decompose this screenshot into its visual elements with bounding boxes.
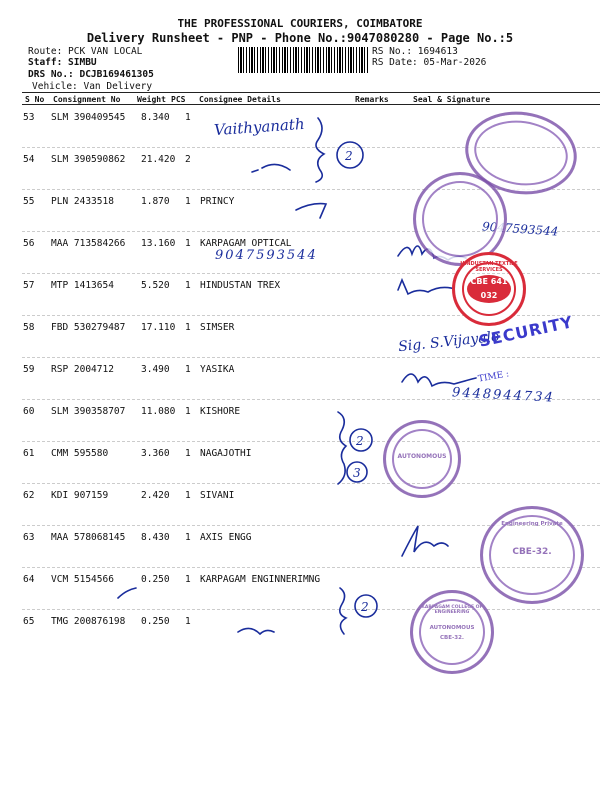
row-pcs: 1 — [185, 112, 191, 123]
row-sno: 62 — [23, 490, 35, 501]
handwritten-phone: 9047593544 — [215, 248, 318, 263]
stamp-cbe-code-2: CBE-32. — [439, 635, 464, 641]
rs-date: RS Date: 05-Mar-2026 — [372, 57, 487, 68]
row-consignee: AXIS ENGG — [200, 532, 252, 543]
handwritten-phone-2: 9047593544 — [481, 219, 559, 239]
engineering-private-stamp — [480, 506, 584, 604]
col-weight: Weight — [137, 95, 166, 104]
row-sno: 55 — [23, 196, 35, 207]
stamp-autonomous-label: AUTONOMOUS — [397, 453, 447, 460]
row-pcs: 1 — [185, 448, 191, 459]
brace-stroke-61 — [338, 412, 346, 484]
col-consignment: Consignment No — [53, 95, 121, 104]
row-weight: 0.250 — [141, 574, 170, 585]
row-sno: 61 — [23, 448, 35, 459]
time-stamp-label: TIME : — [477, 369, 510, 385]
row-weight: 21.420 — [141, 154, 176, 165]
signature-59 — [402, 374, 476, 386]
drs-number: DRS No.: DCJB169461305 — [28, 69, 154, 80]
row-consignment: MTP 1413654 — [51, 280, 114, 291]
row-consignee: NAGAJOTHI — [200, 448, 252, 459]
row-pcs: 1 — [185, 406, 191, 417]
row-pcs: 1 — [185, 322, 191, 333]
svg-text:2: 2 — [361, 600, 369, 614]
stamp-college-name: KARPAGAM COLLEGE OF ENGINEERING — [421, 605, 483, 615]
karpagam-college-stamp — [410, 590, 494, 674]
row-consignee: SIVANI — [200, 490, 235, 501]
row-consignee: PRINCY — [200, 196, 235, 207]
row-consignee: YASIKA — [200, 364, 235, 375]
rs-number: RS No.: 1694613 — [372, 46, 458, 57]
hindustan-textile-stamp — [452, 252, 526, 326]
autonomous-seal-stamp — [383, 420, 461, 498]
row-sno: 58 — [23, 322, 35, 333]
runsheet-title: Delivery Runsheet - PNP - Phone No.:9047080280 - Page No.:5 — [86, 31, 514, 45]
signature-63 — [402, 526, 448, 556]
svg-text:3: 3 — [353, 466, 361, 480]
row-consignee: KARPAGAM OPTICAL — [200, 238, 292, 249]
dash-signature — [252, 164, 290, 172]
col-consignee: Consignee Details — [199, 95, 281, 104]
row-sno: 63 — [23, 532, 35, 543]
row-pcs: 1 — [185, 196, 191, 207]
handwritten-phone-3: 9448944734 — [451, 385, 556, 406]
security-stamp: SECURITY — [477, 312, 575, 351]
row-consignment: SLM 390409545 — [51, 112, 126, 123]
row-weight: 2.420 — [141, 490, 170, 501]
staff-field: Staff: SIMBU — [28, 57, 97, 68]
row-pcs: 1 — [185, 532, 191, 543]
row-sno: 64 — [23, 574, 35, 585]
col-pcs: PCS — [171, 95, 186, 104]
row-consignment: VCM 5154566 — [51, 574, 114, 585]
stamp-engineering-label: Engineering Private — [501, 521, 563, 527]
row-weight: 17.110 — [141, 322, 176, 333]
row-pcs: 1 — [185, 280, 191, 291]
row-sno: 59 — [23, 364, 35, 375]
row-weight: 5.520 — [141, 280, 170, 291]
col-seal-signature: Seal & Signature — [413, 95, 491, 104]
row-weight: 8.340 — [141, 112, 170, 123]
row-pcs: 1 — [185, 364, 191, 375]
row-weight: 3.360 — [141, 448, 170, 459]
row-consignee: SIMSER — [200, 322, 235, 333]
row-consignment: PLN 2433518 — [51, 196, 114, 207]
stamp-cbe-code: CBE-32. — [512, 547, 552, 557]
row-sno: 57 — [23, 280, 35, 291]
row-weight: 11.080 — [141, 406, 176, 417]
stamp-center-code: CBE 641 032 — [467, 275, 511, 303]
brace-stroke — [316, 118, 324, 182]
company-name: THE PROFESSIONAL COURIERS, COIMBATORE — [177, 17, 423, 30]
vehicle-field: Vehicle: Van Delivery — [32, 81, 153, 92]
signature-57 — [398, 280, 458, 294]
route-field: Route: PCK VAN LOCAL — [28, 46, 143, 57]
svg-text:2: 2 — [345, 149, 353, 163]
row-consignment: SLM 390358707 — [51, 406, 126, 417]
svg-text:2: 2 — [356, 434, 364, 448]
row-consignment: RSP 2004712 — [51, 364, 114, 375]
row-pcs: 2 — [185, 154, 191, 165]
signature-65 — [118, 588, 274, 634]
row-sno: 53 — [23, 112, 35, 123]
row-consignee: HINDUSTAN TREX — [200, 280, 281, 291]
row-consignment: TMG 200876198 — [51, 616, 126, 627]
row-sno: 60 — [23, 406, 35, 417]
col-remarks: Remarks — [355, 95, 389, 104]
stamp-autonomous-2: AUTONOMOUS — [429, 625, 475, 631]
row-sno: 56 — [23, 238, 35, 249]
row-weight: 3.490 — [141, 364, 170, 375]
row-consignment: CMM 595580 — [51, 448, 109, 459]
row-consignment: KDI 907159 — [51, 490, 109, 501]
row-pcs: 1 — [185, 616, 191, 627]
row-pcs: 1 — [185, 574, 191, 585]
handwritten-signature-name: Sig. S.Vijayalo — [397, 328, 501, 356]
row-consignee: KARPAGAM ENGINNERIMNG — [200, 574, 321, 585]
row-pcs: 1 — [185, 490, 191, 501]
row-sno: 54 — [23, 154, 35, 165]
row-pcs: 1 — [185, 238, 191, 249]
check-mark-55 — [296, 204, 326, 218]
row-consignment: MAA 713584266 — [51, 238, 126, 249]
brace-stroke-64 — [340, 588, 346, 634]
row-weight: 0.250 — [141, 616, 170, 627]
handwritten-name: Vaithyanath — [213, 114, 306, 140]
col-sno: S No — [25, 95, 45, 104]
row-sno: 65 — [23, 616, 35, 627]
row-consignee: KISHORE — [200, 406, 241, 417]
stamp-org-name: HINDUSTAN TEXTILE SERVICES — [460, 261, 518, 273]
row-consignment: MAA 578068145 — [51, 532, 126, 543]
row-weight: 13.160 — [141, 238, 176, 249]
row-weight: 1.870 — [141, 196, 170, 207]
row-weight: 8.430 — [141, 532, 170, 543]
row-consignment: SLM 390590862 — [51, 154, 126, 165]
row-consignment: FBD 530279487 — [51, 322, 126, 333]
